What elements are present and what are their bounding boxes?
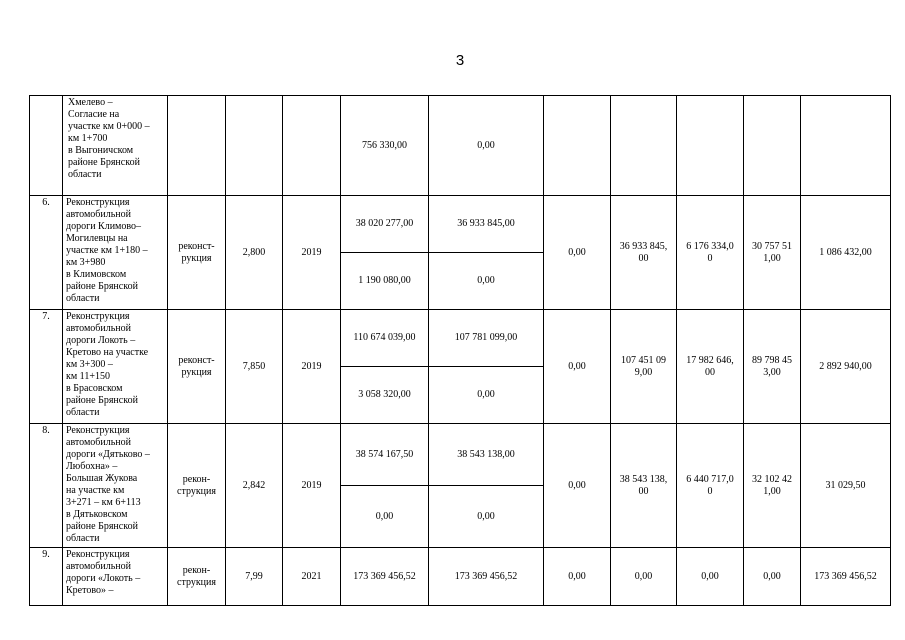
estimated-cost: 173 369 456,52 [341, 548, 429, 606]
col-7: 0,00 [544, 548, 611, 606]
col-9 [677, 96, 744, 196]
length-km: 2,800 [226, 196, 283, 310]
year: 2019 [283, 196, 341, 310]
row-number [30, 96, 63, 196]
estimated-cost: 110 674 039,00 [341, 310, 429, 367]
col-11: 1 086 432,00 [801, 196, 891, 310]
length-km: 7,850 [226, 310, 283, 424]
estimated-cost: 1 190 080,00 [341, 253, 429, 310]
estimated-cost: 0,00 [341, 486, 429, 548]
estimated-cost: 38 574 167,50 [341, 424, 429, 486]
col-10 [744, 96, 801, 196]
object-name: Реконструкция автомобильной дороги Климово– Могилевцы на участке км 1+180 – км 3+980 в Климовском районе Брянской области [63, 196, 168, 310]
col-9: 0,00 [677, 548, 744, 606]
value: 38 543 138,00 [429, 424, 544, 486]
value: 0,00 [429, 253, 544, 310]
object-name: Хмелево – Согласие на участке км 0+000 – км 1+700 в Выгоничском районе Брянской области [63, 96, 168, 196]
col-11: 31 029,50 [801, 424, 891, 548]
table-row [30, 196, 891, 253]
row-number: 9. [30, 548, 63, 606]
col-10: 32 102 42 1,00 [744, 424, 801, 548]
table-row [30, 96, 891, 196]
col-8 [611, 96, 677, 196]
estimated-cost: 3 058 320,00 [341, 367, 429, 424]
object-name: Реконструкция автомобильной дороги «Локоть – Кретово» – [63, 548, 168, 606]
work-type: реконст- рукция [168, 310, 226, 424]
year: 2019 [283, 424, 341, 548]
col-7 [544, 96, 611, 196]
col-7: 0,00 [544, 424, 611, 548]
work-type: рекон- струкция [168, 548, 226, 606]
work-type: реконст- рукция [168, 196, 226, 310]
col-7: 0,00 [544, 196, 611, 310]
value: 107 781 099,00 [429, 310, 544, 367]
table-row [30, 310, 891, 367]
object-name: Реконструкция автомобильной дороги Локоть – Кретово на участке км 3+300 – км 11+150 в Брасовском районе Брянской области [63, 310, 168, 424]
col-11: 2 892 940,00 [801, 310, 891, 424]
length-km: 7,99 [226, 548, 283, 606]
roads-table [29, 95, 891, 606]
col-10: 0,00 [744, 548, 801, 606]
col-8: 38 543 138, 00 [611, 424, 677, 548]
year: 2019 [283, 310, 341, 424]
value: 0,00 [429, 486, 544, 548]
value: 173 369 456,52 [429, 548, 544, 606]
year [283, 96, 341, 196]
value: 36 933 845,00 [429, 196, 544, 253]
col-9: 6 440 717,0 0 [677, 424, 744, 548]
value: 0,00 [429, 96, 544, 196]
col-11 [801, 96, 891, 196]
col-7: 0,00 [544, 310, 611, 424]
value: 0,00 [429, 367, 544, 424]
col-10: 89 798 45 3,00 [744, 310, 801, 424]
col-8: 107 451 09 9,00 [611, 310, 677, 424]
row-number: 6. [30, 196, 63, 310]
object-name: Реконструкция автомобильной дороги «Дятьково – Любохна» – Большая Жукова на участке км 3+271 – км 6+113 в Дятьковском районе Брянской области [63, 424, 168, 548]
length-km: 2,842 [226, 424, 283, 548]
row-number: 7. [30, 310, 63, 424]
col-9: 17 982 646, 00 [677, 310, 744, 424]
col-9: 6 176 334,0 0 [677, 196, 744, 310]
table-row [30, 424, 891, 486]
work-type [168, 96, 226, 196]
col-8: 36 933 845, 00 [611, 196, 677, 310]
year: 2021 [283, 548, 341, 606]
page-number: 3 [455, 52, 465, 69]
col-8: 0,00 [611, 548, 677, 606]
work-type: рекон- струкция [168, 424, 226, 548]
estimated-cost: 756 330,00 [341, 96, 429, 196]
estimated-cost: 38 020 277,00 [341, 196, 429, 253]
row-number: 8. [30, 424, 63, 548]
table-row [30, 548, 891, 606]
col-10: 30 757 51 1,00 [744, 196, 801, 310]
col-11: 173 369 456,52 [801, 548, 891, 606]
length-km [226, 96, 283, 196]
